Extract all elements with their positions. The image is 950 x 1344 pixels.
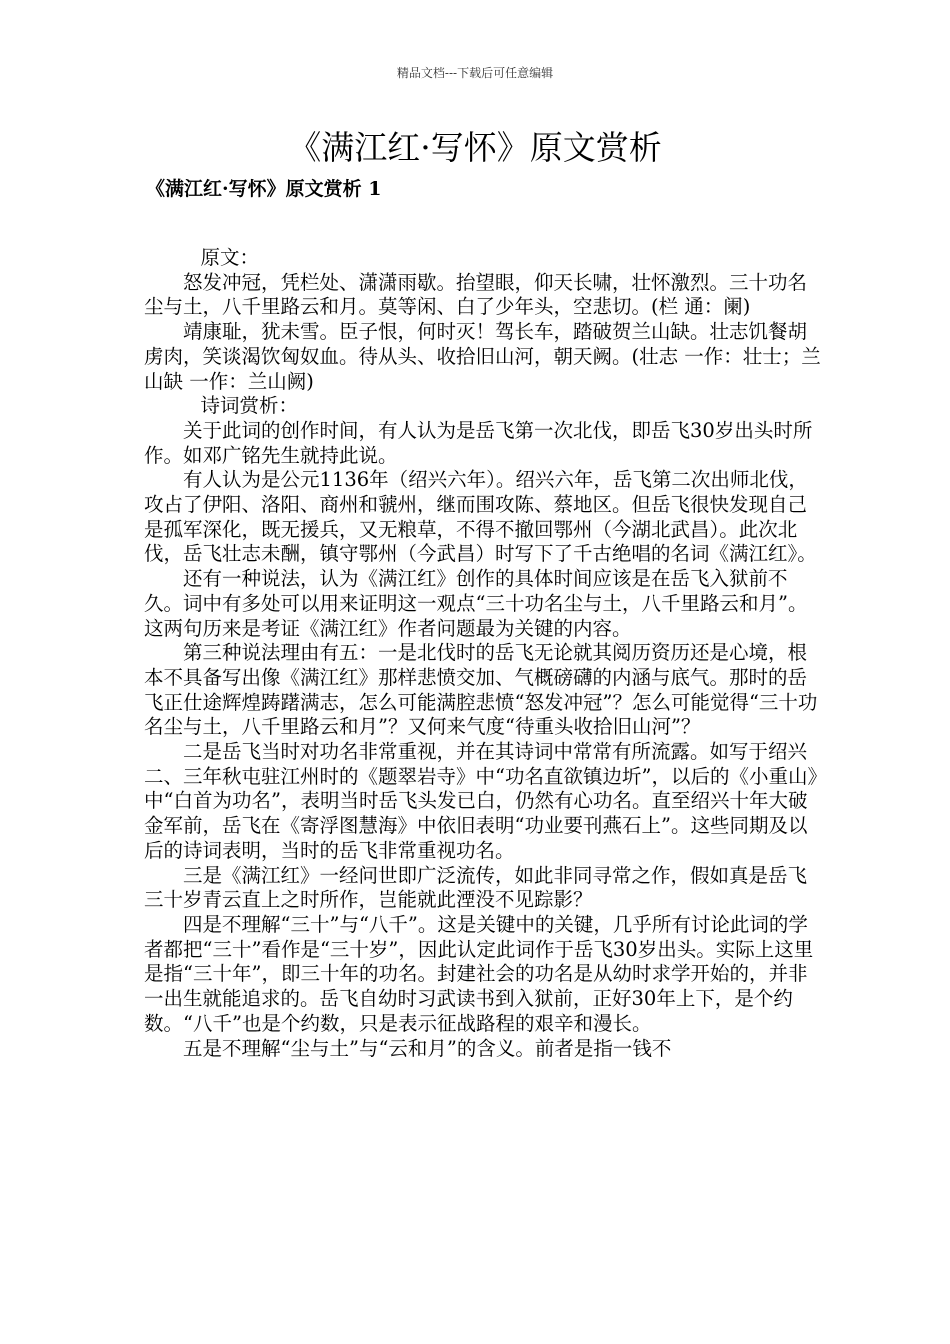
document-body [144,246,824,1061]
poem-stanza-2: 靖康耻，犹未雪。臣子恨，何时灭！驾长车，踏破贺兰山缺。壮志饥餐胡虏肉，笑谈渴饮匈奴血。待从头、收拾旧山河，朝天阙。(壮志 一作：壮士；兰山缺 一作：兰山阙) [144,320,821,393]
section-label-original: 原文： [200,246,260,269]
paragraph: 有人认为是公元1136年（绍兴六年）。绍兴六年，岳飞第二次出师北伐，攻占了伊阳、洛阳、商州和虢州，继而围攻陈、蔡地区。但岳飞很快发现自己是孤军深化，既无援兵，又无粮草，不得不撤回鄂州（今湖北武昌）。此次北伐，岳飞壮志未酬，镇守鄂州（今武昌）时写下了千古绝唱的名词《满江红》。 [144,468,817,566]
paragraph: 五是不理解“尘与土”与“云和月”的含义。前者是指一钱不 [183,1036,672,1060]
page-header-banner: 精品文档---下载后可任意编辑 [396,66,554,80]
paragraph: 第三种说法理由有五：一是北伐时的岳飞无论就其阅历资历还是心境，根本不具备写出像《满江红》那样悲愤交加、气概磅礴的内涵与底气。那时的岳飞正仕途辉煌踌躇满志，怎么可能满腔悲愤“怒发冲冠”？怎么可能觉得“三十功名尘与土，八千里路云和月”？又何来气度“待重头收拾旧山河”？ [144,641,818,739]
section-label-analysis: 诗词赏析： [200,394,299,418]
paragraph: 三是《满江红》一经问世即广泛流传，如此非同寻常之作，假如真是岳飞三十岁青云直上之时所作，岂能就此湮没不见踪影？ [144,863,808,912]
poem-stanza-1: 怒发冲冠，凭栏处、潇潇雨歇。抬望眼，仰天长啸，壮怀激烈。三十功名尘与土，八千里路云和月。莫等闲、白了少年头，空悲切。(栏 通：阑) [144,270,808,319]
paragraph: 关于此词的创作时间，有人认为是岳飞第一次北伐，即岳飞30岁出头时所作。如邓广铭先生就持此说。 [144,418,813,467]
document-title: 《满江红·写怀》原文赏析 [288,128,662,167]
paragraph: 二是岳飞当时对功名非常重视，并在其诗词中常常有所流露。如写于绍兴二、三年秋屯驻江州时的《题翠岩寺》中“功名直欲镇边圻”，以后的《小重山》中“白首为功名”，表明当时岳飞头发已白，仍然有心功名。直至绍兴十年大破金军前，岳飞在《寄浮图慧海》中依旧表明“功业要刊燕石上”。这些同期及以后的诗词表明，当时的岳飞非常重视功名。 [144,740,818,862]
paragraph: 还有一种说法，认为《满江红》创作的具体时间应该是在岳飞入狱前不久。词中有多处可以用来证明这一观点“三十功名尘与土，八千里路云和月”。这两句历来是考证《满江红》作者问题最为关键的内容。 [144,567,808,640]
document-subtitle: 《满江红·写怀》原文赏析 1 [146,178,382,200]
paragraph: 四是不理解“三十”与“八千”。这是关键中的关键，几乎所有讨论此词的学者都把“三十”看作是“三十岁”，因此认定此词作于岳飞30岁出头。实际上这里是指“三十年”，即三十年的功名。封建社会的功名是从幼时求学开始的，并非一出生就能追求的。岳飞自幼时习武读书到入狱前，正好30年上下，是个约数。“八千”也是个约数，只是表示征战路程的艰辛和漫长。 [144,912,814,1035]
